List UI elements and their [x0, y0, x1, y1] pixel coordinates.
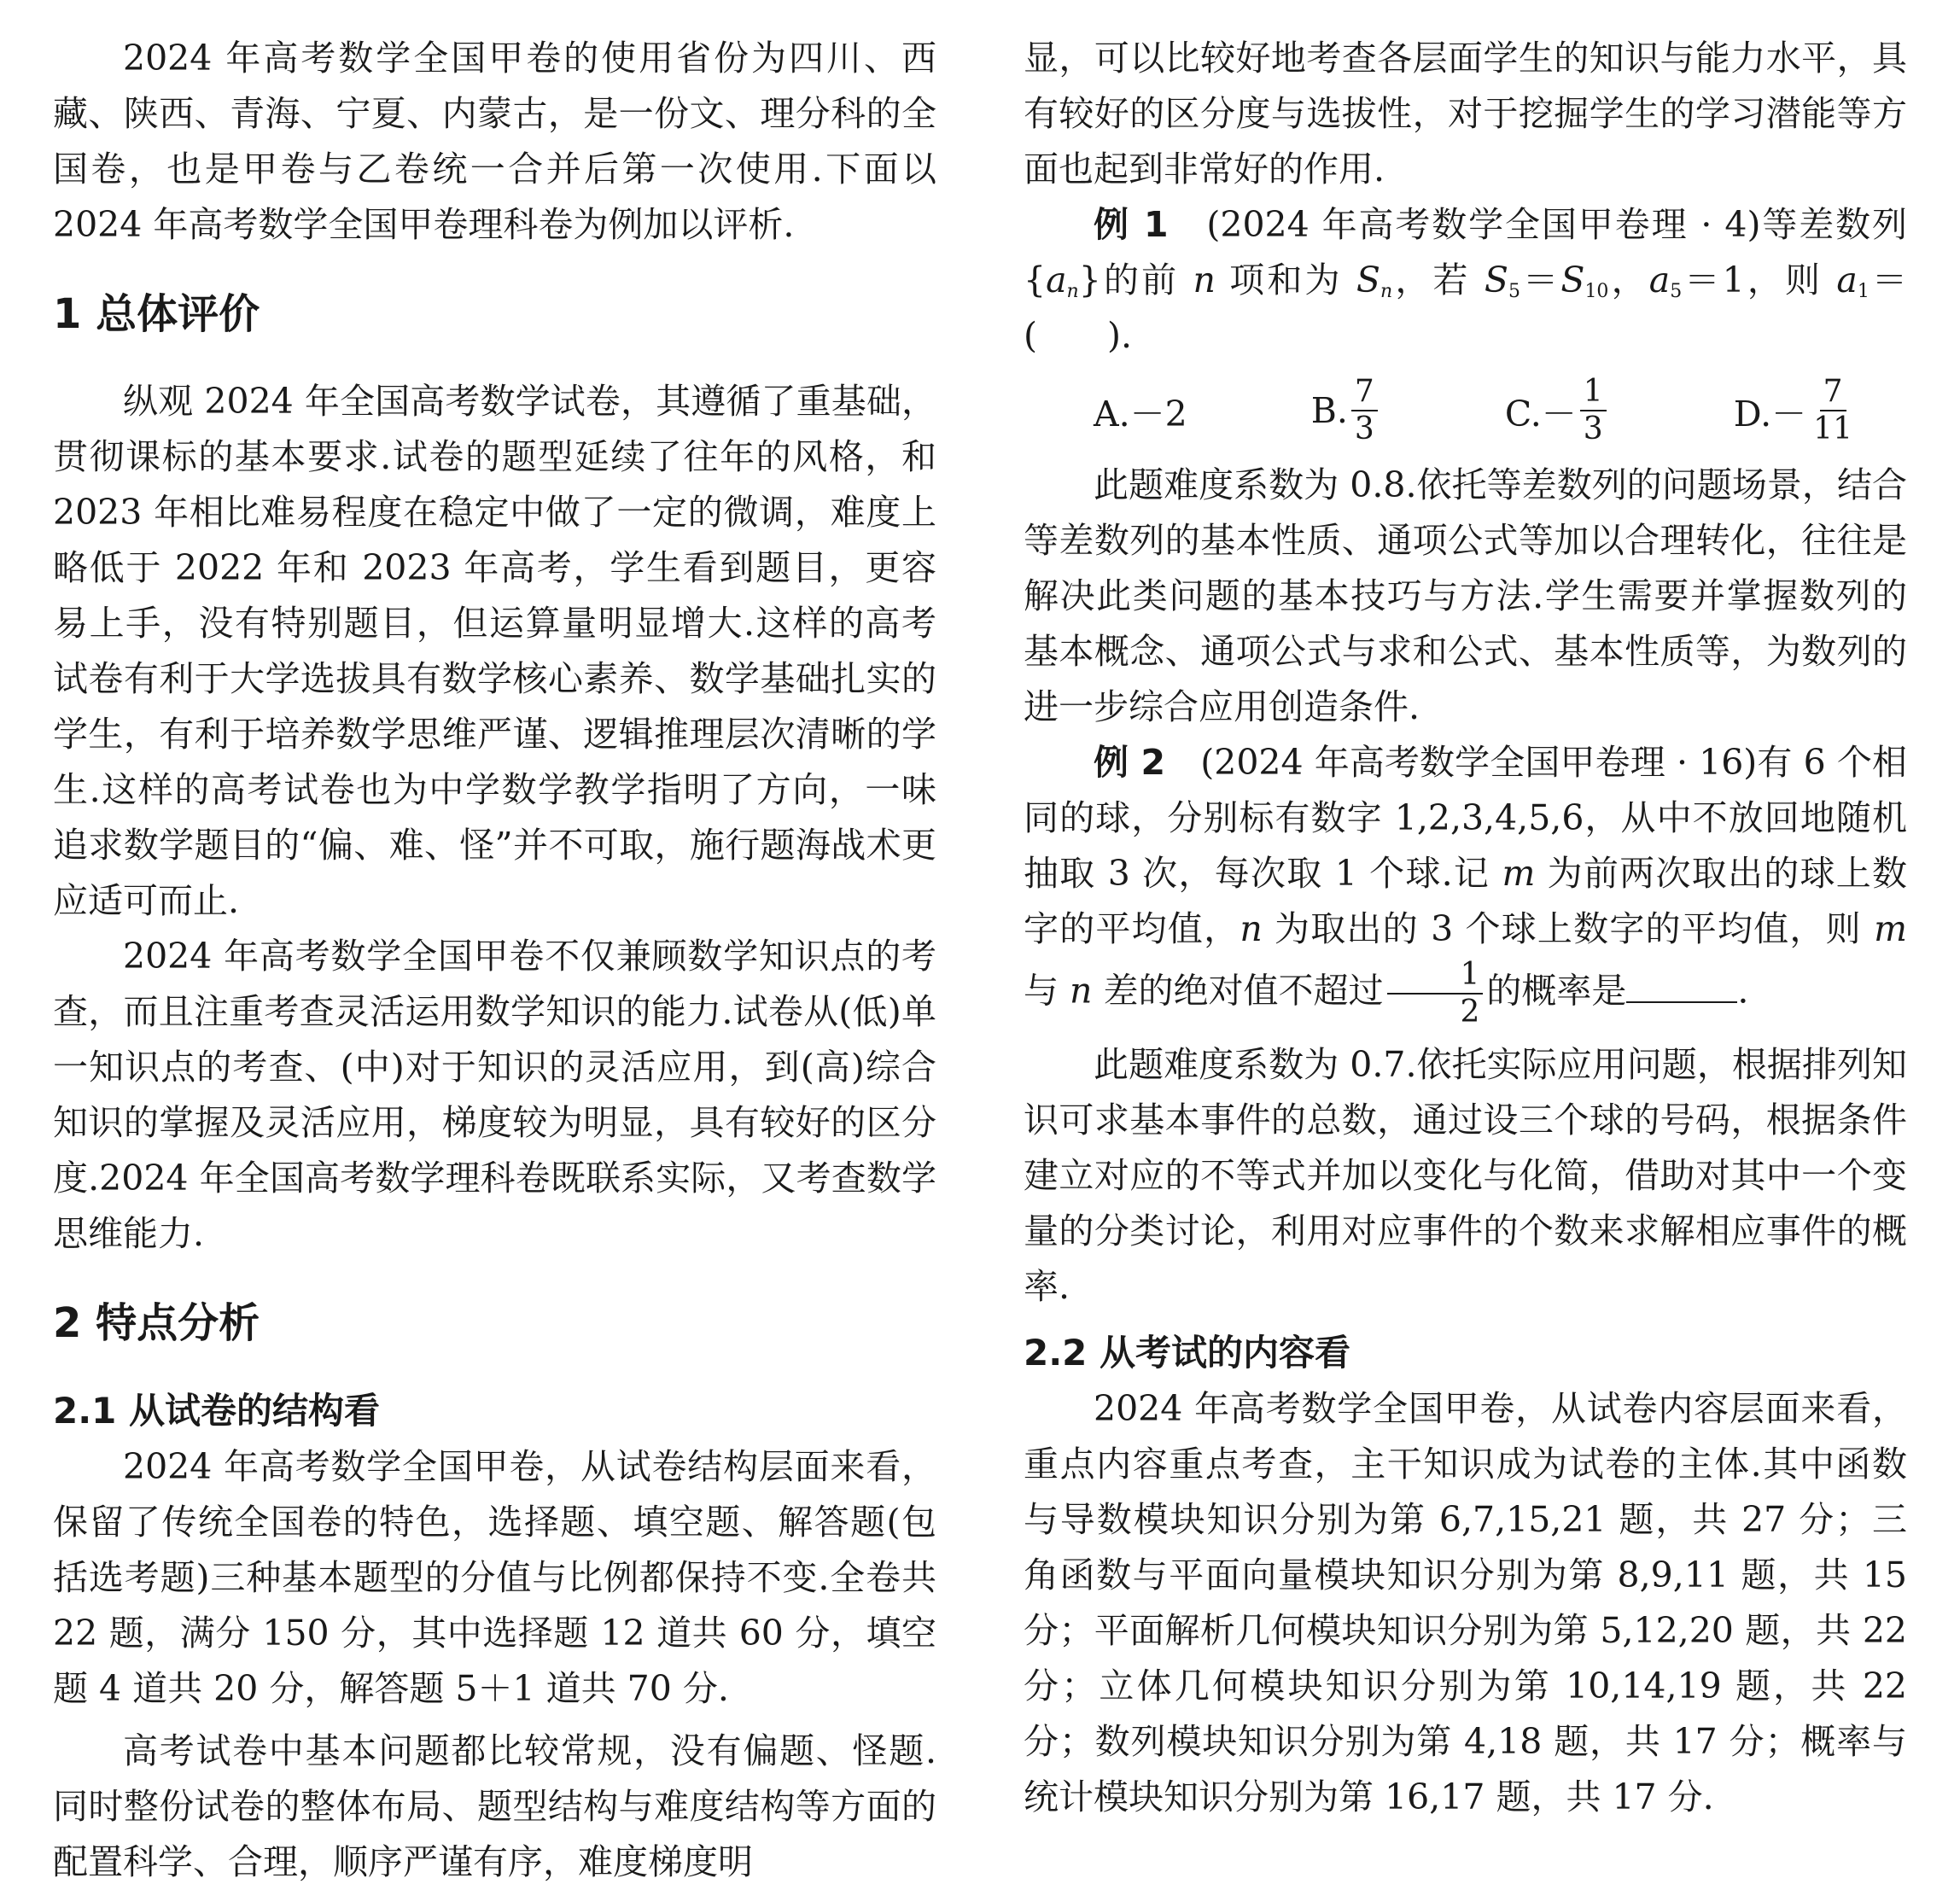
fraction: $\frac{1}{3}$ — [1580, 374, 1607, 447]
section-2-title: 2 特点分析 — [53, 1299, 260, 1347]
option-b: B. $\frac{7}{3}$ — [1311, 374, 1381, 447]
left-column — [53, 31, 936, 1882]
section-1-title: 1 总体评价 — [53, 290, 260, 338]
fraction: $\frac{7}{11}$ — [1813, 374, 1852, 446]
example-1-analysis: 此题难度系数为 0.8.依托等差数列的问题场景，结合等差数列的基本性质、通项公式等加以合理转化，往往是解决此类问题的基本技巧与方法.学生需要并掌握数列的基本概念、通项公式与求和公式、基本性质等，为数列的进一步综合应用创造条件. — [1024, 464, 1907, 727]
answer-blank — [1626, 976, 1737, 1003]
subsection-2-1-paragraph-1: 2024 年高考数学全国甲卷，从试卷结构层面来看，保留了传统全国卷的特色，选择题、填空题、解答题(包括选考题)三种基本题型的分值与比例都保持不变.全卷共 22 题，满分 150 分，其中选择题 12 道共 60 分，填空题 4 道共 20 分，解答题 5＋1 道共 70 分. — [53, 1446, 936, 1709]
subsection-2-1-title: 2.1 从试卷的结构看 — [53, 1390, 381, 1432]
subsection-2-2-title: 2.2 从考试的内容看 — [1024, 1332, 1351, 1374]
example-1-problem: 例 1 (2024 年高考数学全国甲卷理 · 4)等差数列$\{a_n\}$的前 n 项和为 $S_n$，若 $S_5=S_{10}$，$a_5=1$，则 $a_1=$ ( ). — [1024, 204, 1908, 356]
section-1-paragraph-2: 2024 年高考数学全国甲卷不仅兼顾数学知识点的考查，而且注重考查灵活运用数学知识的能力.试卷从(低)单一知识点的考查、(中)对于知识的灵活应用，到(高)综合知识的掌握及灵活应用，梯度较为明显，具有较好的区分度.2024 年全国高考数学理科卷既联系实际，又考查数学思维能力. — [53, 936, 936, 1254]
example-1-options — [1024, 364, 1907, 458]
example-2-label: 例 2 — [1094, 742, 1166, 783]
fraction: $\frac{1}{2}$ — [1387, 957, 1484, 1030]
option-d: D.－ $\frac{7}{11}$ — [1734, 374, 1859, 447]
intro-paragraph: 2024 年高考数学全国甲卷的使用省份为四川、西藏、陕西、青海、宁夏、内蒙古，是一份文、理分科的全国卷，也是甲卷与乙卷统一合并后第一次使用.下面以 2024 年高考数学全国甲卷理科卷为例加以评析. — [53, 38, 936, 245]
option-a: A.－2 — [1094, 393, 1187, 435]
example-2-analysis: 此题难度系数为 0.7.依托实际应用问题，根据排列知识可求基本事件的总数，通过设三个球的号码，根据条件建立对应的不等式并加以变化与化简，借助对其中一个变量的分类讨论，利用对应事件的个数来求解相应事件的概率. — [1024, 1044, 1907, 1307]
subsection-2-1-paragraph-2: 高考试卷中基本问题都比较常规，没有偏题、怪题.同时整份试卷的整体布局、题型结构与难度结构等方面的配置科学、合理，顺序严谨有序，难度梯度明 — [53, 1730, 936, 1882]
example-2-problem: 例 2 (2024 年高考数学全国甲卷理 · 16)有 6 个相同的球，分别标有数字 1,2,3,4,5,6，从中不放回地随机抽取 3 次，每次取 1 个球.记 m 为前两次取出的球上数字的平均值，n 为取出的 3 个球上数字的平均值，则 m 与 n 差的绝对值不超过 $\frac{1}{2}$ 的概率是 . — [1024, 742, 1907, 1030]
subsection-2-2-paragraph: 2024 年高考数学全国甲卷，从试卷内容层面来看，重点内容重点考查，主干知识成为试卷的主体.其中函数与导数模块知识分别为第 6,7,15,21 题，共 27 分；三角函数与平面向量模块知识分别为第 8,9,11 题，共 15 分；平面解析几何模块知识分别为第 5,12,20 题，共 22 分；立体几何模块知识分别为第 10,14,19 题，共 22 分；数列模块知识分别为第 4,18 题，共 17 分；概率与统计模块知识分别为第 16,17 题，共 17 分. — [1024, 1388, 1907, 1817]
section-1-paragraph-1: 纵观 2024 年全国高考数学试卷，其遵循了重基础，贯彻课标的基本要求.试卷的题型延续了往年的风格，和 2023 年相比难易程度在稳定中做了一定的微调，难度上略低于 2022 年和 2023 年高考，学生看到题目，更容易上手，没有特别题目，但运算量明显增大.这样的高考试卷有利于大学选拔具有数学核心素养、数学基础扎实的学生，有利于培养数学思维严谨、逻辑推理层次清晰的学生.这样的高考试卷也为中学数学教学指明了方向，一味追求数学题目的“偏、难、怪”并不可取，施行题海战术更应适可而止. — [53, 381, 936, 921]
fraction: $\frac{7}{3}$ — [1351, 374, 1378, 447]
continued-paragraph: 显，可以比较好地考查各层面学生的知识与能力水平，具有较好的区分度与选拔性，对于挖掘学生的学习潜能等方面也起到非常好的作用. — [1024, 38, 1907, 190]
option-c: C.－ $\frac{1}{3}$ — [1505, 374, 1610, 447]
example-1-label: 例 1 — [1094, 204, 1169, 245]
right-column — [1024, 31, 1907, 1858]
